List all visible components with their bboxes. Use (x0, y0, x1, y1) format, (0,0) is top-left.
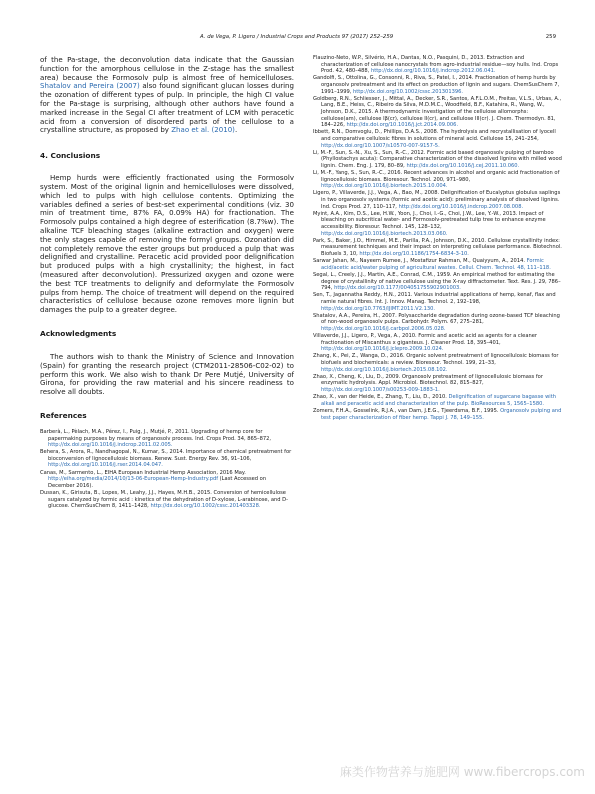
reference-text: Zhao, X., Cheng, K., Liu, D., 2009. Organosolv pretreatment of lignocellulosic biomass for enzymatic hydrolysis. Appl. Microbiol. Biotechnol. 82, 815–827, (313, 373, 543, 387)
reference-link[interactable]: http://dx.doi.org/10.1007/s10570-007-9157-5. (321, 142, 440, 149)
reference-link[interactable]: http://eiha.org/media/2014/10/13-06-European-Hemp-Industry.pdf (48, 476, 219, 483)
left-column (40, 56, 294, 510)
reference-link[interactable]: http://dx.doi.org/10.1002/cssc.201301396. (353, 88, 464, 95)
reference-entry (313, 408, 563, 421)
page-number: 259 (545, 34, 556, 40)
reference-text: Zhang, K., Pei, Z., Wanga, D., 2016. Organic solvent pretreatment of lignocellulosic biomass for biofuels and biochemicals: a review. Bioresour. Technol. 199, 21–33, (313, 353, 559, 367)
reference-entry (40, 449, 294, 469)
acknowledgments-heading: Acknowledgments (40, 328, 117, 338)
reference-entry (313, 292, 563, 312)
site-watermark: 麻类作物营养与施肥网 www.fibercrops.com (339, 765, 585, 779)
reference-link[interactable]: http://dx.doi.org/10.1016/j.biortech.2013.03.060. (321, 230, 448, 237)
reference-link[interactable]: http://dx.doi.org/10.1016/j.indcrop.2012.06.041. (370, 68, 496, 75)
reference-link[interactable]: http://dx.doi.org/10.1016/j.rser.2014.04.047. (48, 462, 163, 469)
reference-link[interactable]: http://dx.doi.org/10.1016/j.biortech.2015.08.102. (321, 366, 448, 373)
reference-text: Barberà, L., Pèlach, M.A., Pérez, I., Puig, J., Mutjé, P., 2011. Upgrading of hemp core for papermaking purposes by means of organosolv process. Ind. Crops Prod. 34, 865–872, (40, 428, 272, 442)
intro-text-end: . (234, 125, 238, 135)
reference-text: Zomers, F.H.A., Gosselink, R.J.A., van Dam, J.E.G., Tjeerdsma, B.F., 1995. (313, 407, 501, 414)
reference-text: Zhao, X., van der Heide, E., Zhang, T., Liu, D., 2010. (313, 394, 449, 401)
reference-link[interactable]: http://dx.doi.org/10.1016/j.indcrop.2007.08.008. (398, 203, 524, 210)
reference-link[interactable]: http://dx.doi.org/10.1016/j.indcrop.2011.02.005. (48, 442, 173, 449)
reference-link[interactable]: http://dx.doi.org/10.1186/1754-6834-3-10. (359, 250, 469, 257)
reference-entry (313, 129, 563, 149)
reference-link[interactable]: http://dx.doi.org/10.1016/j.jclepro.2009.10.024. (321, 346, 444, 353)
reference-entry (40, 470, 294, 490)
right-column (313, 55, 563, 422)
reference-text: Sen, T., Jagannatha Reddy, H.N., 2011. Various industrial applications of hemp, kenaf, flax and ramie natural fibres. Int. J. Innov. Manag. Technol. 2, 192–198, (313, 292, 556, 305)
running-header (40, 34, 556, 44)
reference-entry (40, 429, 294, 449)
intro-text-start: of the Pa-stage, the deconvolution data indicate that the Gaussian function for the amorphous cellulose in the Z-stage has the smallest area) because the Formosolv pulp is almost free of hemicelluloses. (40, 55, 294, 82)
reference-link[interactable]: http://dx.doi.org/10.1177/004051755902901003. (334, 285, 461, 292)
reference-entry (313, 211, 563, 237)
reference-link[interactable]: http://dx.doi.org/10.7763/IJIMT.2011.V2.130. (321, 305, 436, 312)
reference-link[interactable]: http://dx.doi.org/10.1016/j.carbpol.2006.05.028. (321, 325, 446, 332)
references-heading: References (40, 410, 87, 420)
reference-text: Flauzino-Neto, W.P., Silvério, H.A., Dantas, N.O., Pasquini, D., 2013. Extraction and characterization of cellulose nanocrystals from agro-industrial residue—soy hulls. Ind. Crops Prod. 42, 480–488, (313, 55, 559, 75)
reference-entry (313, 394, 563, 407)
reference-text: Ibbett, R.N., Domvoglu, D., Phillips, D.A.S., 2008. The hydrolysis and recrystallisation of lyocell and comparative cellulosic fibres in solutions of mineral acid. Cellulose 15, 241–254, (313, 129, 556, 142)
reference-link[interactable]: Formic acid/acetic acid/water pulping of agricultural wastes. Cellul. Chem. Technol. 48, 111–118. (321, 258, 551, 271)
reference-text: Li, M.-F., Sun, S.-N., Xu, S., Sun, R.-C., 2012. Formic acid based organosolv pulping of bamboo (Phyllostachys acuta): Comparative characterization of the dissolved lignins with milled wood lignin. Chem. Eng. J. 179, 80–89, (313, 149, 562, 169)
citation-link-zhao[interactable]: Zhao et al. (2010) (171, 125, 235, 135)
reference-entry (40, 490, 294, 510)
reference-link[interactable]: http://dx.doi.org/10.1016/j.cej.2011.10.060. (406, 162, 520, 169)
reference-list-left (40, 429, 294, 510)
reference-entry (313, 353, 563, 373)
reference-link[interactable]: http://dx.doi.org/10.1002/cssc.201403328. (150, 503, 261, 510)
reference-link[interactable]: http://dx.doi.org/10.1016/j.biortech.2015.10.004. (321, 183, 448, 190)
reference-text: Park, S., Baker, J.O., Himmel, M.E., Parilla, P.A., Johnson, D.K., 2010. Cellulose crystallinity index: measurement techniques and their impact on interpreting cellulase performance. Biotechnol. Biofuels 3, 10, (313, 237, 562, 257)
reference-text: Myint, A.A., Kim, D.S., Lee, H.W., Yoon, J., Choi, I.-G., Choi, J.W., Lee, Y.-W., 2013. Impact of bleaching on subcritical water- and Formosolv-pretreated tulip tree to enhance enzyme accessibility. Bioresour. Technol. 145, 128–132, (313, 210, 546, 230)
reference-text: Sarwar Jahan, M., Nayeem Rumee, J., Mostafizur Rahman, M., Quaiyyum, A., 2014. (313, 258, 527, 265)
reference-text: Segal, L., Creely, J.J., Martin, A.E., Conrad, C.M., 1959. An empirical method for estimating the degree of crystallinity of native cellulose using the X-ray diffractometer. Text. Res. J. 29, 786–794, (313, 271, 561, 292)
reference-entry (313, 258, 563, 271)
acknowledgments-paragraph: The authors wish to thank the Ministry of Science and Innovation (Spain) for granting the research project (CTM2011-28506-C02-02) to perform this work. We also wish to thank Dr Pere Mutjé, University of Girona, for providing the raw material and his sincere readiness to resolve all doubts. (40, 351, 294, 397)
reference-suffix: (Last Accessed on December 2016). (48, 476, 267, 489)
reference-text: Shatalov, A.A., Pereira, H., 2007. Polysaccharide degradation during ozone-based TCF bleaching of non-wood organosolv pulps. Carbohydr. Polym. 67, 275–281, (313, 312, 560, 326)
reference-list-right (313, 55, 563, 421)
citation-link-shatalov[interactable]: Shatalov and Pereira (2007) (40, 81, 140, 91)
conclusions-heading: 4. Conclusions (40, 151, 101, 161)
intro-text-middle: also found significant glucan losses during the ozonation of different types of pulp. In principle, the high CI value for the Pa-stage is surprising, although other authors have found a marked increase in the Segal CI after treatment of LCM with peracetic acid from a conversion of disordered parts of the cellulose to a crystalline structure, as proposed by (40, 81, 294, 135)
reference-text: Goldberg, R.N., Schliesser, J., Mittal, A., Decker, S.R., Santos, A.F.L.O.M., Freitas, V.L.S., Urbas, A., Lang, B.E., Heiss, C., Ribeiro da Silva, M.D.M.C., Woodfield, B.F., Katahira, R., Wang, W., Johnson, D.K., 2015. A thermodynamic investigation of the cellulose allomorphs: cellulose(am), cellulose Iβ(cr), cellulose II(cr), and cellulose III(cr). J. Chem. Thermodyn. 81, 184–226, (313, 95, 562, 129)
reference-text: Dussan, K., Girisuta, B., Lopes, M., Leahy, J.J., Hayes, M.H.B., 2015. Conversion of hemicellulose sugars catalyzed by formic acid : kinetics of the dehydration of D-xylose, L-arabinose, and D-glucose. ChemSusChem 8, 1411–1428, (40, 490, 288, 510)
reference-text: Ligero, P., Villaverde, J.J., Vega, A., Bao, M., 2008. Delignification of Eucalyptus globulus saplings in two organosolv systems (formic and acetic acid): preliminary analysis of dissolved lignins. Ind. Crops Prod. 27, 110–117, (313, 190, 561, 210)
reference-text: Villaverde, J.J., Ligero, P., Vega, A., 2010. Formic and acetic acid as agents for a cleaner fractionation of Miscanthus x giganteus. J. Cleaner Prod. 18, 395–401, (313, 333, 538, 346)
reference-entry (313, 272, 563, 292)
reference-entry (313, 96, 563, 129)
reference-entry (313, 333, 563, 353)
journal-running-title: A. de Vega, P. Ligero / Industrial Crops and Products 97 (2017) 252–259 (200, 34, 394, 40)
reference-entry (313, 170, 563, 190)
reference-link[interactable]: http://dx.doi.org/10.1007/s00253-009-1883-1. (321, 387, 440, 393)
reference-entry (313, 313, 563, 333)
reference-entry (313, 75, 563, 95)
reference-link[interactable]: Organosolv pulping and test paper characterization of fiber hemp. Tappi J. 78, 149–155. (321, 407, 562, 421)
reference-link[interactable]: http://dx.doi.org/10.1016/j.jct.2014.09.006. (346, 122, 459, 129)
intro-paragraph (40, 56, 294, 135)
reference-entry (313, 374, 563, 394)
conclusions-paragraph: Hemp hurds were efficiently fractionated using the Formosolv system. Most of the original lignin and hemicelluloses were dissolved, which led to pulps with high cellulose contents. Optimizing the variables defined a series of best-set experimental conditions (viz. 30 min of treatment time, 87% FA, 0.09% HA) for fractionation. The Formosolv pulps contained a high degree of esterification (8.7%w). The alkaline TCF bleaching stages (alkaline extraction and oxygen) were the only stages capable of removing the formyl groups. Ozonation did not completely remove the ester groups but produced a pulp that was delignified and crystalline. Peracetic acid provided poor delignification but produced pulps with a high crystallinity; the highest, in fact (measured after deconvolution). Pressurized oxygen and ozone were the best TCF treatments to delignify and deformylate the Formosolv pulps from hemp. The choice of treatment will depend on the required characteristics of cellulose because ozone removes more lignin but damages the pulp to a greater degree. (40, 173, 294, 315)
reference-text: Canas, M., Sarmento, L., EIHA European Industrial Hemp Association, 2016 May. (40, 469, 246, 476)
reference-entry (313, 238, 563, 258)
reference-entry (313, 55, 563, 75)
reference-entry (313, 190, 563, 210)
reference-link[interactable]: Delignification of sugarcane bagasse with alkali and peracetic acid and characterization of the pulp. BioResources 5, 1565–1580. (321, 394, 556, 407)
reference-text: Behera, S., Arora, R., Nandhagopal, N., Kumar, S., 2014. Importance of chemical pretreatment for bioconversion of lignocellulosic biomass. Renew. Sust. Energy Rev. 36, 91–106, (40, 449, 292, 462)
reference-text: Li, M.-F., Yang, S., Sun, R.-C., 2016. Recent advances in alcohol and organic acid fractionation of lignocellulosic biomass. Bioresour. Technol. 200, 971–980, (313, 170, 560, 183)
reference-entry (313, 150, 563, 170)
reference-text: Gandolfi, S., Ottolina, G., Consonni, R., Riva, S., Patel, I., 2014. Fractionation of hemp hurds by organosolv pretreatment and its effect on production of lignin and sugars. ChemSusChem 7, 1991–1999, (313, 75, 560, 95)
